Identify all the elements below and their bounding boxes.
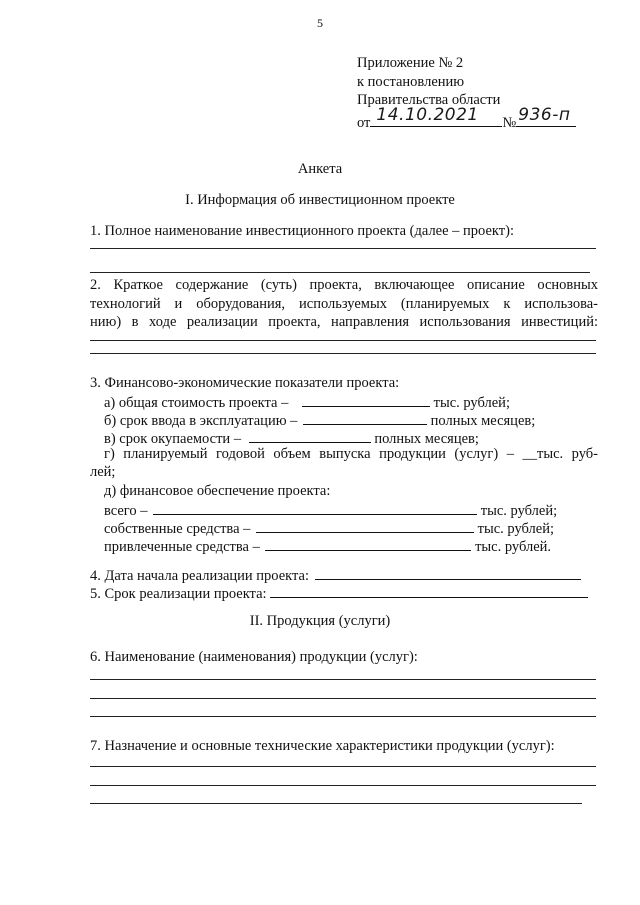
item-3d-text [104,446,598,463]
date-value: 14.10.2021 [376,104,479,125]
item-5-row [90,584,588,603]
item-2-line-1: 2. Краткое содержание (суть) проекта, включающее описание основных [90,277,598,293]
item-3c-unit: полных месяцев; [374,431,479,447]
item-3a-label: а) общая стоимость проекта – [104,395,289,411]
date-prefix: от [357,114,371,131]
appendix-line-1: Приложение № 2 [357,55,464,71]
item-2-line-b [90,353,596,354]
date-field [370,104,502,127]
item-3-own-label: собственные средства – [104,521,251,537]
item-3b-label: б) срок ввода в эксплуатацию – [104,413,298,429]
item-3-borrowed-row [104,537,551,556]
item-3d-line-1: г) планируемый годовой объем выпуска продукции (услуг) – __тыс. руб- [104,446,598,462]
item-1-text: 1. Полное наименование инвестиционного проекта (далее – проект): [90,223,514,239]
item-3d-line-2: лей; [90,464,116,480]
item-3-title: 3. Финансово-экономические показатели проекта: [90,375,400,391]
item-3-total-row [104,501,557,520]
item-3-total-blank [153,501,477,515]
number-prefix: № [502,114,517,131]
item-7-line-3 [90,803,582,804]
item-3c-blank [249,429,371,443]
item-6-line-1 [90,679,596,680]
item-3-borrowed-label: привлеченные средства – [104,539,260,555]
document-title: Анкета [297,161,343,177]
item-1-line-1 [90,248,596,249]
item-3b-unit: полных месяцев; [430,413,536,429]
item-2-line-a [90,340,596,341]
item-3b-row [104,411,535,430]
item-7-line-1 [90,766,596,767]
item-6-line-3 [90,716,596,717]
item-5-blank [270,584,588,598]
section-2-title: II. Продукция (услуги) [249,613,391,629]
item-3a-unit: тыс. рублей; [433,395,510,411]
item-3e-title: д) финансовое обеспечение проекта: [104,483,331,499]
item-3a-blank [302,393,430,407]
number-value: 936-п [518,104,571,125]
item-3b-blank [303,411,427,425]
item-5-label: 5. Срок реализации проекта: [90,586,267,602]
appendix-line-2: к постановлению [357,73,465,90]
number-field [516,104,576,127]
item-4-blank [315,566,581,580]
item-6-line-2 [90,698,596,699]
page-number: 5 [317,16,323,30]
item-6-text: 6. Наименование (наименования) продукции (услуг): [90,649,418,665]
item-1-line-2 [90,272,590,273]
appendix-line-3: Правительства области [357,92,501,108]
section-1-title: I. Информация об инвестиционном проекте [185,192,455,208]
appendix-date-line [357,104,576,133]
item-2-line-2: технологий и оборудования, используемых (планируемых к использова- [90,295,598,312]
item-3-own-unit: тыс. рублей; [477,521,555,537]
item-3-total-label: всего – [104,503,148,519]
item-3-own-blank [256,519,474,533]
item-3c-label: в) срок окупаемости – [104,431,242,447]
item-3-total-unit: тыс. рублей; [480,503,558,519]
item-3-own-row [104,519,554,538]
item-7-line-2 [90,785,596,786]
item-4-row [90,566,581,585]
item-7-text: 7. Назначение и основные технические характеристики продукции (услуг): [90,738,555,754]
item-4-label: 4. Дата начала реализации проекта: [90,568,309,584]
item-3-borrowed-blank [265,537,471,551]
appendix-header [357,54,576,132]
item-3a-row [104,393,510,412]
item-2-line-3: нию) в ходе реализации проекта, направления использования инвестиций: [90,314,598,330]
item-2-text [90,276,598,332]
item-3-borrowed-unit: тыс. рублей. [475,539,552,555]
